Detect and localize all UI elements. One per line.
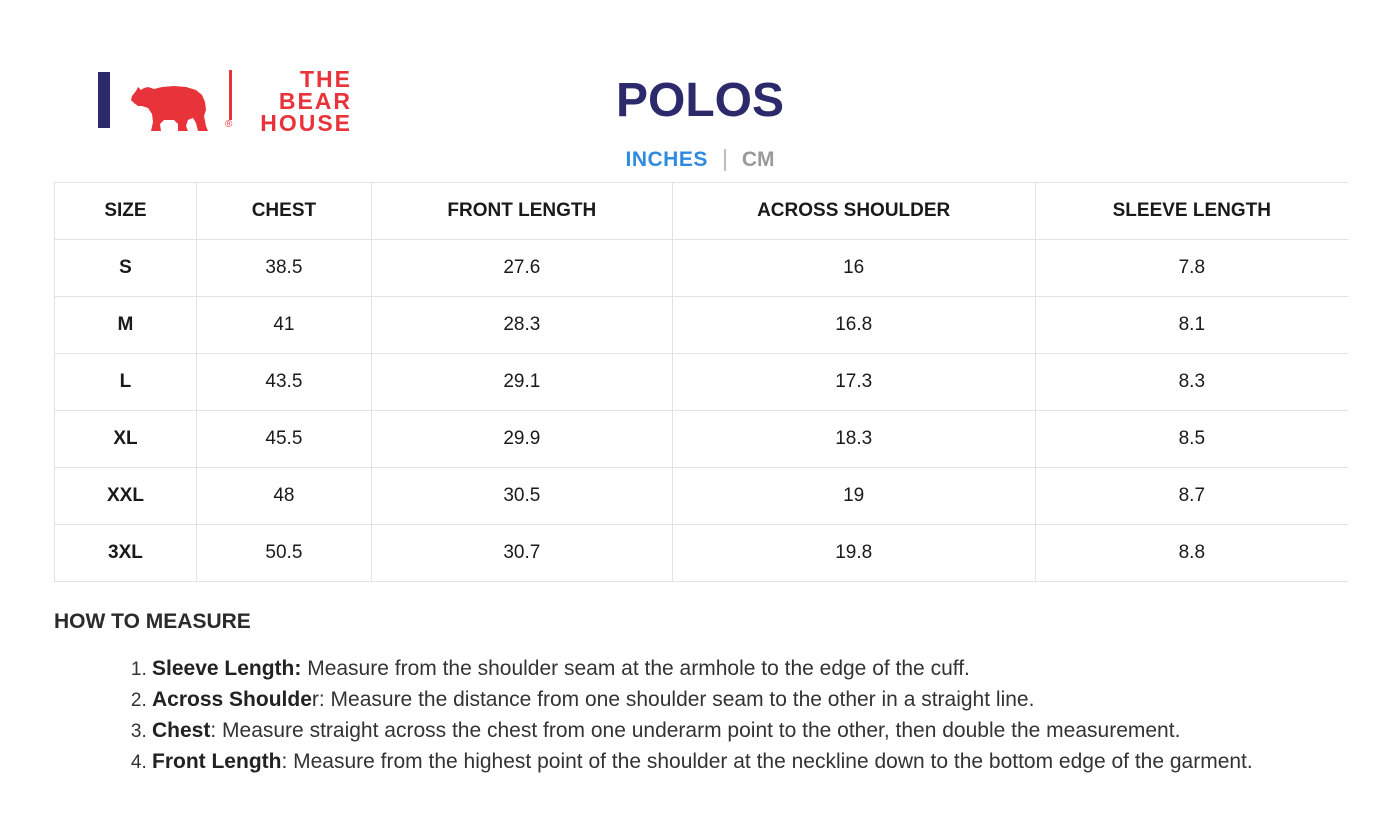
- table-row: [55, 354, 1349, 411]
- header-front-length: FRONT LENGTH: [371, 183, 672, 240]
- page-title: POLOS: [615, 74, 785, 127]
- cell-chest: 45.5: [196, 411, 371, 468]
- cell-across-shoulder: 16: [672, 240, 1035, 297]
- table-row: [55, 525, 1349, 582]
- wordmark-line-2: BEAR: [278, 88, 352, 114]
- table-row: [55, 468, 1349, 525]
- unit-inches-tab[interactable]: INCHES: [625, 148, 708, 172]
- table-row: [55, 297, 1349, 354]
- cell-size: S: [55, 240, 197, 297]
- measure-text: Measure from the shoulder seam at the armhole to the edge of the cuff.: [301, 657, 970, 680]
- cell-sleeve-length: 8.8: [1035, 525, 1348, 582]
- cell-chest: 48: [196, 468, 371, 525]
- cell-across-shoulder: 17.3: [672, 354, 1035, 411]
- how-to-measure-heading: HOW TO MEASURE: [54, 610, 251, 633]
- cell-front-length: 29.1: [371, 354, 672, 411]
- registered-mark: ®: [225, 119, 233, 130]
- cell-size: XXL: [55, 468, 197, 525]
- measure-term: Sleeve Length:: [152, 657, 302, 680]
- header-sleeve-length: SLEEVE LENGTH: [1035, 183, 1348, 240]
- measure-term: Across Shoulde: [152, 688, 312, 711]
- measure-instructions-list: [126, 655, 1382, 779]
- measure-text: r: Measure the distance from one shoulder seam to the other in a straight line.: [311, 688, 1035, 711]
- cell-chest: 41: [196, 297, 371, 354]
- cell-across-shoulder: 19: [672, 468, 1035, 525]
- wordmark-line-1: THE: [300, 66, 352, 92]
- measure-text: : Measure from the highest point of the shoulder at the neckline down to the bottom edge of the garment.: [281, 750, 1253, 773]
- list-item: [152, 655, 1382, 682]
- cell-across-shoulder: 16.8: [672, 297, 1035, 354]
- cell-across-shoulder: 19.8: [672, 525, 1035, 582]
- cell-sleeve-length: 8.5: [1035, 411, 1348, 468]
- cell-sleeve-length: 8.3: [1035, 354, 1348, 411]
- unit-toggle: [0, 148, 1400, 172]
- cell-sleeve-length: 7.8: [1035, 240, 1348, 297]
- cell-front-length: 30.7: [371, 525, 672, 582]
- cell-chest: 43.5: [196, 354, 371, 411]
- cell-sleeve-length: 8.1: [1035, 297, 1348, 354]
- unit-cm-tab[interactable]: CM: [741, 148, 775, 172]
- header-size: SIZE: [55, 183, 197, 240]
- cell-chest: 50.5: [196, 525, 371, 582]
- header-chest: CHEST: [196, 183, 371, 240]
- header-across-shoulder: ACROSS SHOULDER: [672, 183, 1035, 240]
- cell-front-length: 30.5: [371, 468, 672, 525]
- unit-separator: [724, 149, 726, 171]
- cell-across-shoulder: 18.3: [672, 411, 1035, 468]
- cell-size: L: [55, 354, 197, 411]
- cell-size: 3XL: [55, 525, 197, 582]
- cell-front-length: 29.9: [371, 411, 672, 468]
- cell-size: M: [55, 297, 197, 354]
- table-header-row: [55, 183, 1349, 240]
- cell-front-length: 28.3: [371, 297, 672, 354]
- list-item: [152, 686, 1382, 713]
- measure-term: Front Length: [152, 750, 282, 773]
- list-item: [152, 717, 1382, 744]
- cell-sleeve-length: 8.7: [1035, 468, 1348, 525]
- measure-term: Chest: [152, 719, 211, 742]
- cell-front-length: 27.6: [371, 240, 672, 297]
- table-row: [55, 240, 1349, 297]
- cell-chest: 38.5: [196, 240, 371, 297]
- wordmark-line-3: HOUSE: [260, 110, 352, 136]
- list-item: [152, 748, 1382, 775]
- measure-text: : Measure straight across the chest from one underarm point to the other, then double the measurement.: [210, 719, 1181, 742]
- cell-size: XL: [55, 411, 197, 468]
- table-row: [55, 411, 1349, 468]
- size-chart-table: [54, 182, 1348, 582]
